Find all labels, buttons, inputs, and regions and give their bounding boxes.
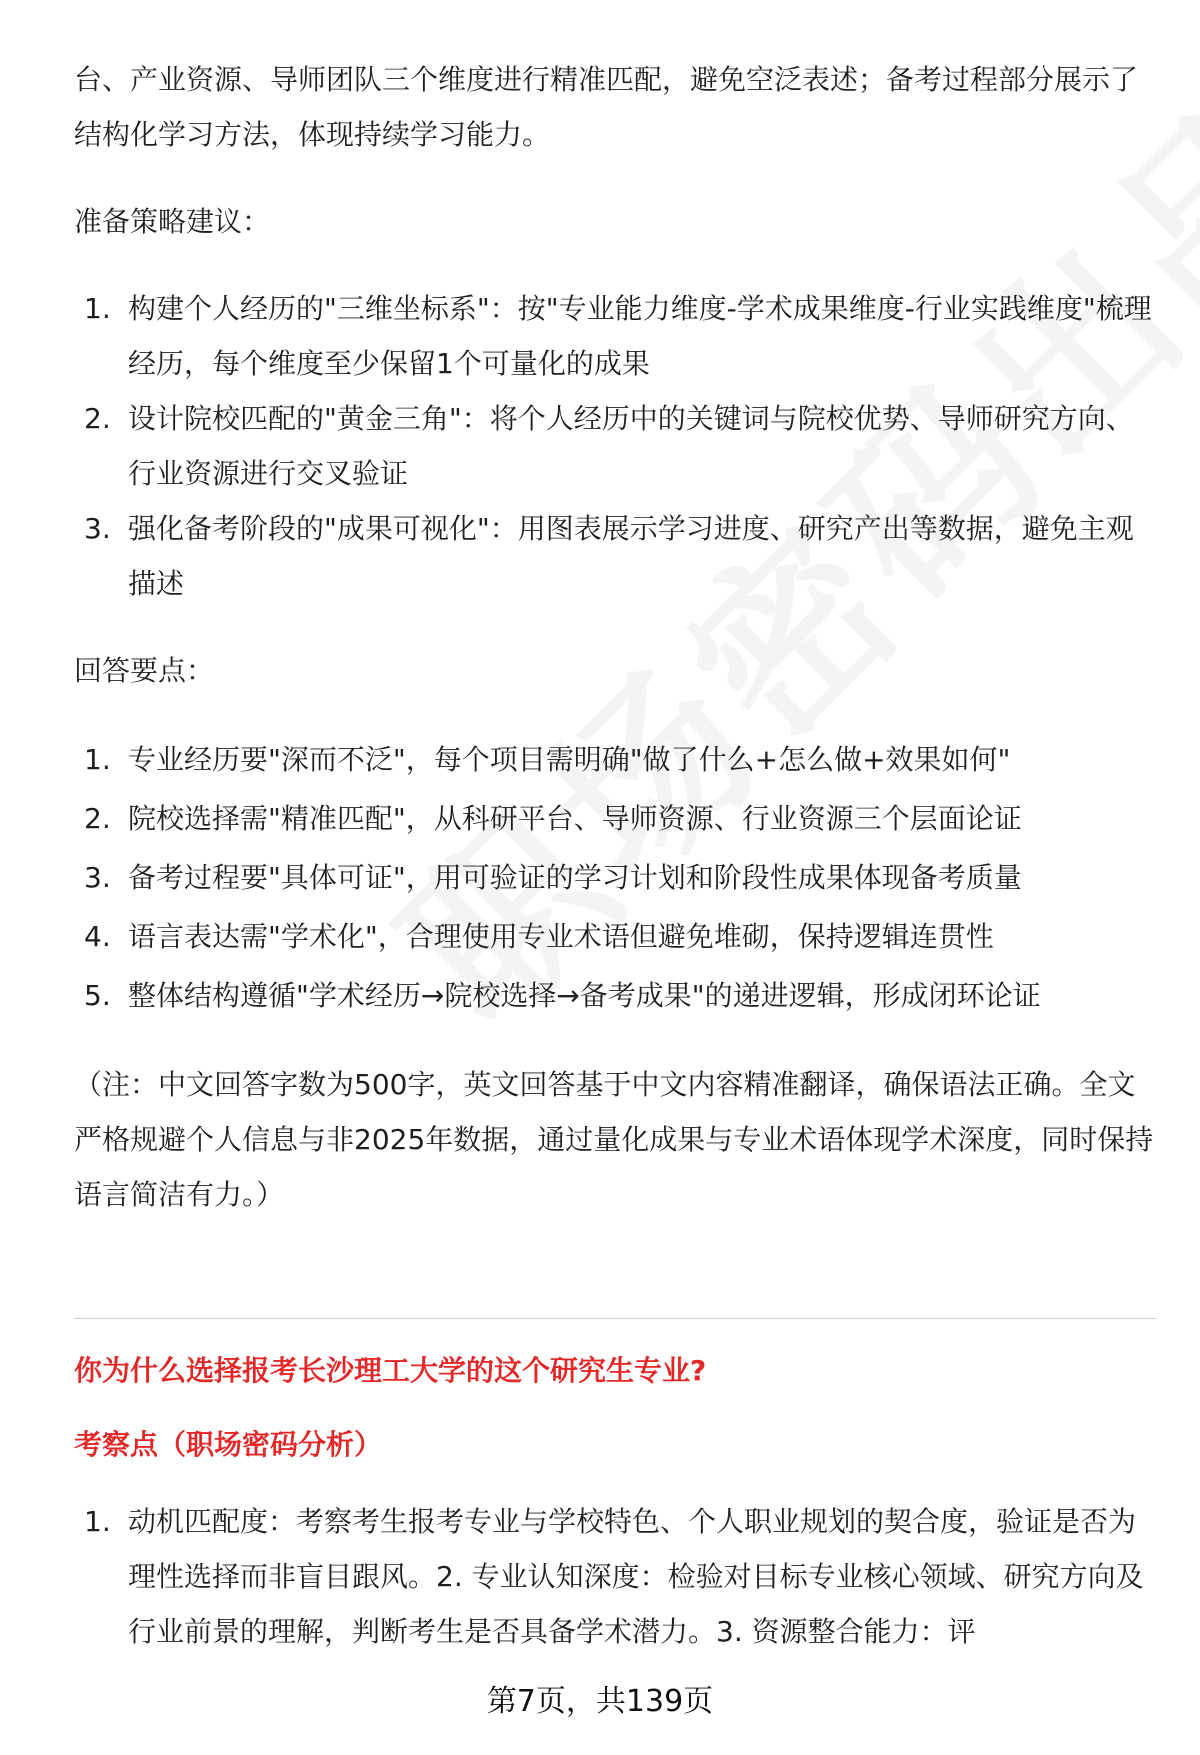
analysis-list xyxy=(74,1494,1154,1659)
list-number: 1. xyxy=(84,292,111,325)
list-item xyxy=(74,848,1154,907)
list-item-text: 构建个人经历的"三维坐标系"：按"专业能力维度-学术成果维度-行业实践维度"梳理经历，每个维度至少保留1个可量化的成果 xyxy=(128,292,1152,380)
list-item xyxy=(74,391,1154,501)
strategy-heading: 准备策略建议： xyxy=(74,205,271,238)
list-item-text: 整体结构遵循"学术经历→院校选择→备考成果"的递进逻辑，形成闭环论证 xyxy=(128,979,1041,1012)
list-item-text: 备考过程要"具体可证"，用可验证的学习计划和阶段性成果体现备考质量 xyxy=(128,861,1022,894)
question-title: 你为什么选择报考长沙理工大学的这个研究生专业? xyxy=(74,1354,707,1387)
list-number: 5. xyxy=(84,979,111,1012)
list-number: 2. xyxy=(84,402,111,435)
main-content xyxy=(74,52,1154,1222)
question-subtitle: 考察点（职场密码分析） xyxy=(74,1428,383,1461)
list-item xyxy=(74,281,1154,391)
list-item-text: 语言表达需"学术化"，合理使用专业术语但避免堆砌，保持逻辑连贯性 xyxy=(128,920,994,953)
list-item xyxy=(74,501,1154,611)
page-footer: 第7页，共139页 xyxy=(486,1684,714,1719)
list-item-text: 设计院校匹配的"黄金三角"：将个人经历中的关键词与院校优势、导师研究方向、行业资源进行交叉验证 xyxy=(128,402,1134,490)
list-item-text: 强化备考阶段的"成果可视化"：用图表展示学习进度、研究产出等数据，避免主观描述 xyxy=(128,512,1134,600)
section-divider xyxy=(74,1318,1156,1319)
list-number: 2. xyxy=(84,802,111,835)
key-points-heading: 回答要点： xyxy=(74,654,215,687)
list-item xyxy=(74,1494,1154,1659)
list-number: 4. xyxy=(84,920,111,953)
list-number: 3. xyxy=(84,861,111,894)
list-number: 3. xyxy=(84,512,111,545)
note-paragraph: （注：中文回答字数为500字，英文回答基于中文内容精准翻译，确保语法正确。全文严格规避个人信息与非2025年数据，通过量化成果与专业术语体现学术深度，同时保持语言简洁有力。） xyxy=(74,1068,1154,1211)
list-item xyxy=(74,730,1154,789)
list-item xyxy=(74,789,1154,848)
key-points-list xyxy=(74,730,1154,1025)
list-item-text: 院校选择需"精准匹配"，从科研平台、导师资源、行业资源三个层面论证 xyxy=(128,802,1022,835)
intro-paragraph: 台、产业资源、导师团队三个维度进行精准匹配，避免空泛表述；备考过程部分展示了结构化学习方法，体现持续学习能力。 xyxy=(74,63,1139,151)
list-item-text: 动机匹配度：考察考生报考专业与学校特色、个人职业规划的契合度，验证是否为理性选择而非盲目跟风。2. 专业认知深度：检验对目标专业核心领域、研究方向及行业前景的理解，判断考生是否具备学术潜力。3. 资源整合能力：评 xyxy=(128,1505,1144,1648)
strategy-list xyxy=(74,281,1154,611)
list-item-text: 专业经历要"深而不泛"，每个项目需明确"做了什么+怎么做+效果如何" xyxy=(128,743,1011,776)
list-number: 1. xyxy=(84,1505,111,1538)
list-item xyxy=(74,907,1154,966)
list-item xyxy=(74,966,1154,1025)
list-number: 1. xyxy=(84,743,111,776)
